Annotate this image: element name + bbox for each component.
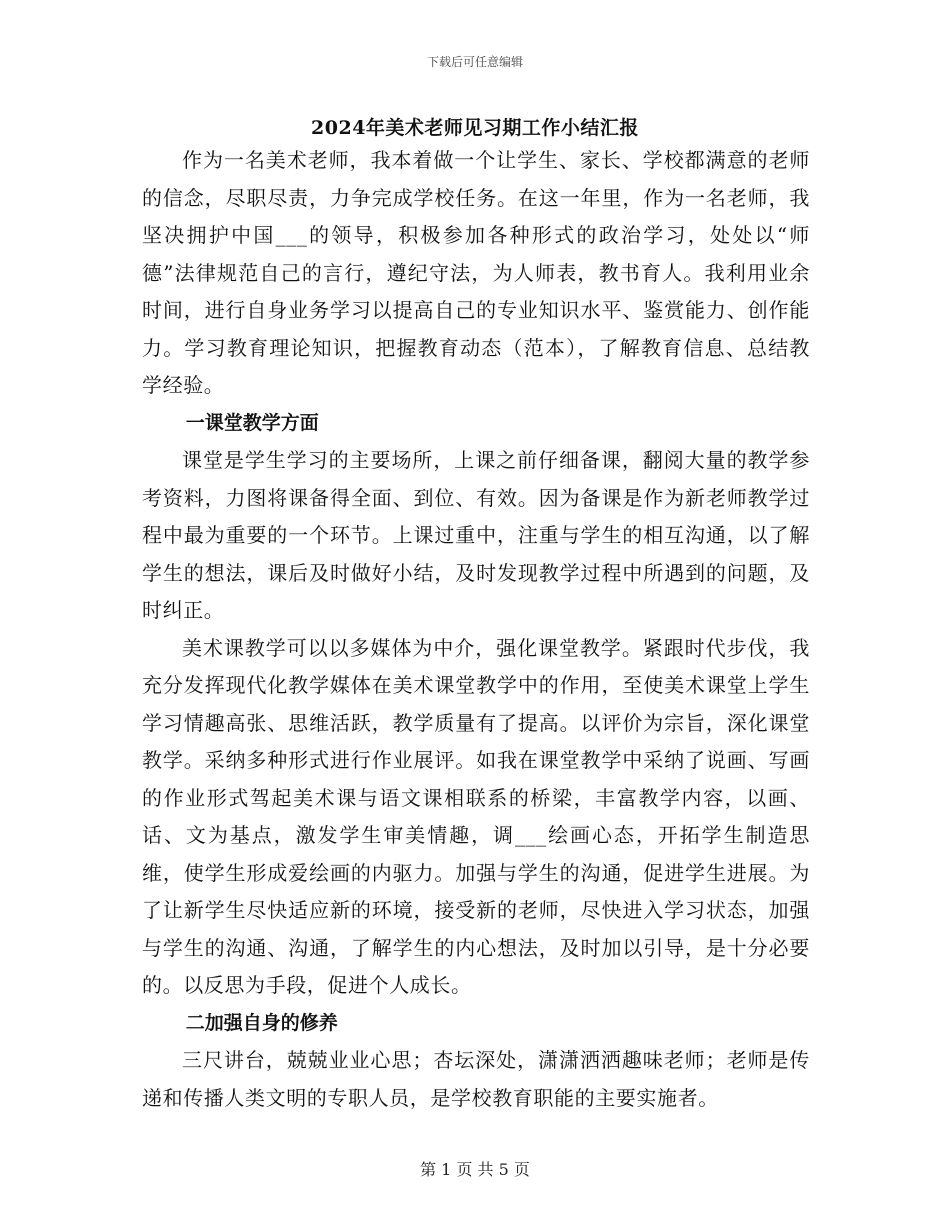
intro-paragraph: 作为一名美术老师，我本着做一个让学生、家长、学校都满意的老师的信念，尽职尽责，力争完成学校任务。在这一年里，作为一名老师，我坚决拥护中国___的领导，积极参加各种形式的政治学习，处处以“师德”法律规范自己的言行，遵纪守法，为人师表，教书育人。我利用业余时间，进行自身业务学习以提高自己的专业知识水平、鉴赏能力、创作能力。学习教育理论知识，把握教育动态（范本），了解教育信息、总结教学经验。 [142,148,810,397]
section-heading-self-cultivation: 二加强自身的修养 [185,1011,338,1034]
document-title: 2024年美术老师见习期工作小结汇报 [311,117,639,139]
classroom-paragraph-2: 美术课教学可以以多媒体为中介，强化课堂教学。紧跟时代步伐，我充分发挥现代化教学媒体在美术课堂教学中的作用，至使美术课堂上学生学习情趣高张、思维活跃，教学质量有了提高。以评价为宗旨，深化课堂教学。采纳多种形式进行作业展评。如我在课堂教学中采纳了说画、写画的作业形式驾起美术课与语文课相联系的桥梁，丰富教学内容，以画、话、文为基点，激发学生审美情趣，调___绘画心态，开拓学生制造思维，使学生形成爱绘画的内驱力。加强与学生的沟通，促进学生进展。为了让新学生尽快适应新的环境，接受新的老师，尽快进入学习状态，加强与学生的沟通、沟通，了解学生的内心想法，及时加以引导，是十分必要的。以反思为手段，促进个人成长。 [142,635,810,997]
document-body [142,142,810,1117]
page-footer: 第 1 页 共 5 页 [420,1160,530,1179]
classroom-paragraph-1: 课堂是学生学习的主要场所，上课之前仔细备课，翻阅大量的教学参考资料，力图将课备得全面、到位、有效。因为备课是作为新老师教学过程中最为重要的一个环节。上课过重中，注重与学生的相互沟通，以了解学生的想法，课后及时做好小结，及时发现教学过程中所遇到的问题，及时纠正。 [142,448,810,622]
self-cultivation-paragraph: 三尺讲台，兢兢业业心思；杏坛深处，潇潇洒洒趣味老师；老师是传递和传播人类文明的专职人员，是学校教育职能的主要实施者。 [142,1048,810,1110]
section-heading-classroom: 一课堂教学方面 [185,411,319,434]
header-note: 下载后可任意编辑 [426,55,523,69]
